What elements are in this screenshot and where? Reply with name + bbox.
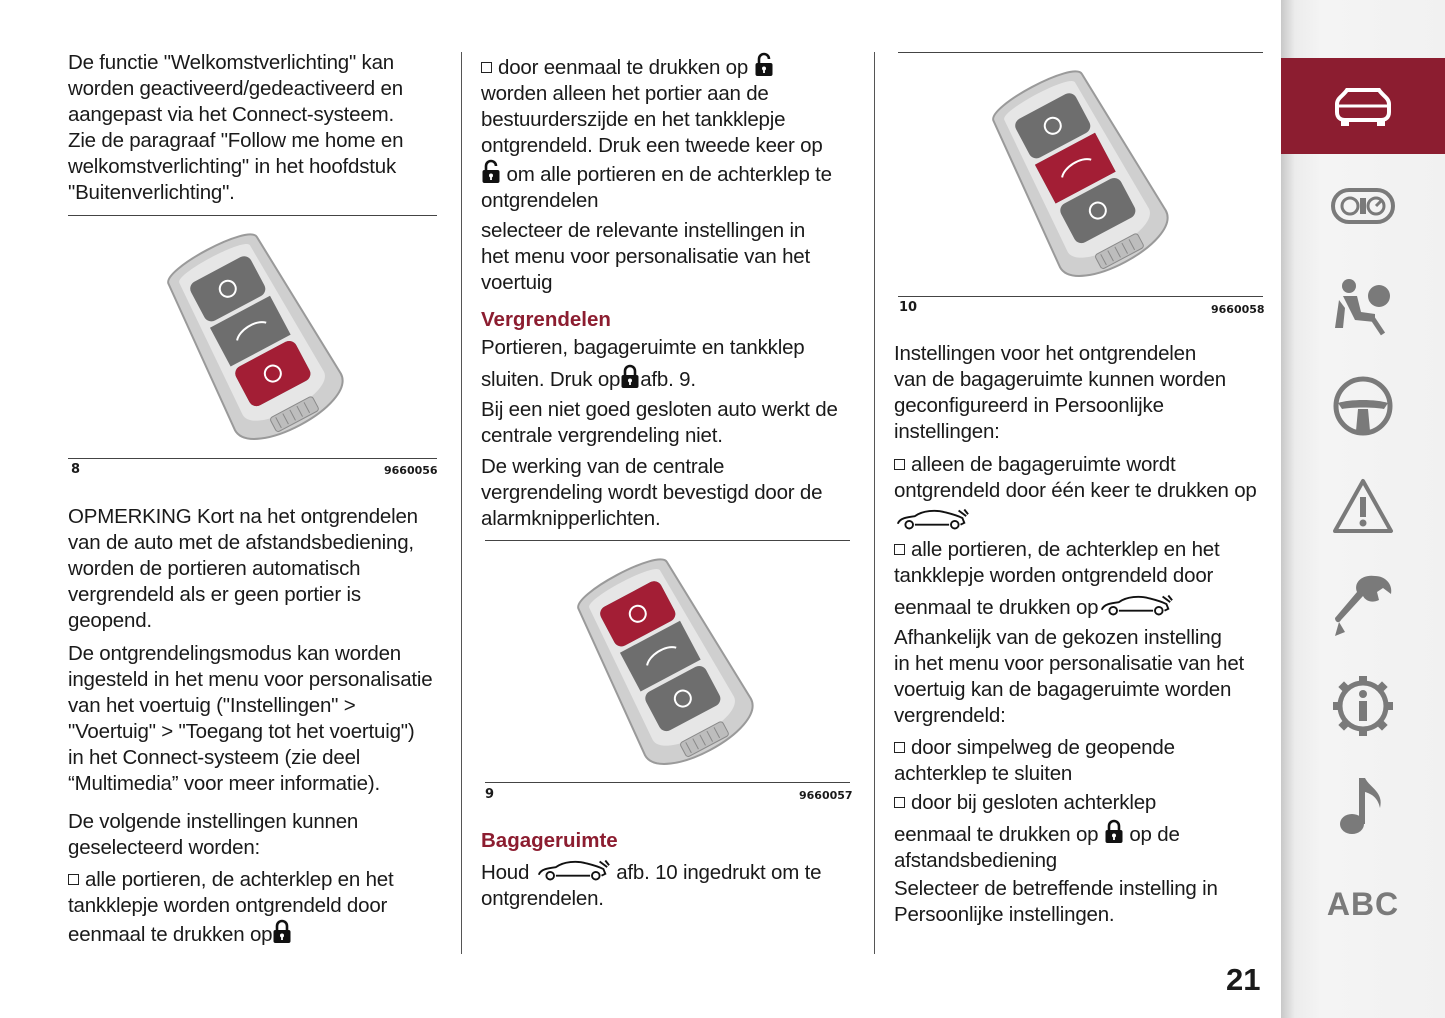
divider — [898, 52, 1263, 53]
text-line: worden geactiveerd/gedeactiveerd en — [68, 77, 403, 100]
text-line: afstandsbediening — [894, 849, 1058, 872]
checkbox-bullet-icon — [894, 742, 905, 753]
text-line: alleen de bagageruimte wordt — [911, 453, 1176, 476]
text-line: tankklepje worden ontgrendeld door — [68, 894, 388, 917]
steering-wheel-icon — [1332, 375, 1394, 437]
checkbox-bullet-icon — [68, 874, 79, 885]
select-setting-paragraph — [894, 876, 1218, 928]
text-line: door simpelweg de geopende — [911, 736, 1175, 759]
checkbox-bullet-icon — [894, 459, 905, 470]
text-line: van de bagageruimte kunnen worden — [894, 368, 1226, 391]
text-line: welkomstverlichting" in het hoofdstuk — [68, 155, 397, 178]
text-line: Selecteer de betreffende instelling in — [894, 877, 1218, 900]
figure-rule — [898, 296, 1263, 297]
text-line: Portieren, bagageruimte en tankklep — [481, 336, 805, 359]
text-line: ontgrendeld door één keer te drukken op — [894, 479, 1257, 502]
text-line: om alle portieren en de achterklep te — [506, 163, 832, 186]
trunk-icon — [1098, 592, 1174, 618]
text-line: in het menu voor personalisatie van het — [894, 652, 1245, 675]
text-line: alle portieren, de achterklep en het — [85, 868, 394, 891]
music-note-icon — [1336, 774, 1390, 838]
text-line: van het voertuig ("Instellingen" > — [68, 694, 356, 717]
figure-rule — [68, 458, 437, 459]
text-line: door bij gesloten achterklep — [911, 791, 1157, 814]
tab-safety[interactable] — [1281, 258, 1445, 354]
lock-dependent-paragraph — [894, 625, 1244, 729]
text-line: “Multimedia” voor meer informatie). — [68, 772, 380, 795]
text-line: voertuig — [481, 271, 553, 294]
tab-car[interactable] — [1281, 58, 1445, 154]
text-line: De ontgrendelingsmodus kan worden — [68, 642, 402, 665]
text-line: OPMERKING Kort na het ontgrendelen — [68, 505, 418, 528]
text-line: ontgrendelen — [481, 189, 599, 212]
warning-triangle-icon — [1331, 477, 1395, 535]
text-line: "Voertuig" > "Toegang tot het voertuig") — [68, 720, 415, 743]
text-line: achterklep te sluiten — [894, 762, 1073, 785]
text-line: door eenmaal te drukken op — [498, 56, 749, 79]
figure-code: 9660057 — [799, 789, 853, 802]
confirmation-paragraph — [481, 454, 822, 532]
text-line: geselecteerd worden: — [68, 836, 261, 859]
text-line: De werking van de centrale — [481, 455, 725, 478]
text-line: ontgrendelen. — [481, 887, 604, 910]
unlock-mode-paragraph — [68, 641, 432, 797]
settings-intro-paragraph — [68, 809, 358, 861]
text-line: geconfigureerd in Persoonlijke — [894, 394, 1164, 417]
figure-code: 9660056 — [384, 464, 438, 477]
trunk-icon — [535, 857, 611, 883]
text-line: in het Connect-systeem (zie deel — [68, 746, 361, 769]
text-line: instellingen: — [894, 420, 1000, 443]
lock-paragraph — [481, 335, 804, 393]
section-heading-lock: Vergrendelen — [481, 308, 611, 331]
text-line: vergrendeld als er geen portier is — [68, 583, 361, 606]
section-heading-luggage: Bagageruimte — [481, 829, 618, 852]
tab-technical-data[interactable] — [1281, 658, 1445, 754]
bullet-item — [894, 790, 1180, 874]
info-gear-icon — [1331, 674, 1395, 738]
tab-driving[interactable] — [1281, 358, 1445, 454]
text-line: centrale vergrendeling niet. — [481, 424, 723, 447]
airbag-seat-icon — [1331, 276, 1395, 336]
text-line: ontgrendeld. Druk een tweede keer op — [481, 134, 823, 157]
text-line: sluiten. Druk op — [481, 368, 621, 391]
text-line: Houd — [481, 861, 530, 884]
text-line: Bij een niet goed gesloten auto werkt de — [481, 398, 838, 421]
select-settings-paragraph — [481, 218, 810, 296]
text-line: eenmaal te drukken op — [68, 923, 273, 946]
abc-index-label: ABC — [1326, 885, 1400, 922]
text-line: alarmknipperlichten. — [481, 507, 661, 530]
welcome-light-paragraph — [68, 50, 403, 206]
tab-maintenance[interactable] — [1281, 558, 1445, 654]
text-line: De functie "Welkomstverlichting" kan — [68, 51, 394, 74]
figure-number: 10 — [899, 300, 918, 315]
lock-icon — [1104, 819, 1124, 845]
text-line: tankklepje worden ontgrendeld door — [894, 564, 1214, 587]
text-line: geopend. — [68, 609, 152, 632]
text-line: Zie de paragraaf "Follow me home en — [68, 129, 404, 152]
figure-9-key-fob — [540, 545, 790, 785]
text-line: eenmaal te drukken op — [894, 596, 1099, 619]
text-line: aangepast via het Connect-systeem. — [68, 103, 394, 126]
lock-icon — [620, 364, 640, 390]
wrench-icon — [1331, 572, 1395, 640]
figure-rule — [485, 782, 850, 783]
text-line: "Buitenverlichting". — [68, 181, 235, 204]
text-line: het menu voor personalisatie van het — [481, 245, 810, 268]
tab-warnings[interactable] — [1281, 458, 1445, 554]
central-locking-paragraph — [481, 397, 838, 449]
column-divider — [461, 52, 462, 954]
unlock-icon — [754, 52, 774, 78]
bullet-item — [894, 537, 1219, 621]
text-line: De volgende instellingen kunnen — [68, 810, 359, 833]
bullet-item — [481, 52, 832, 214]
trunk-icon — [894, 506, 970, 532]
figure-10-key-fob — [955, 57, 1205, 297]
divider — [485, 540, 850, 541]
unlock-icon — [481, 159, 501, 185]
divider — [68, 215, 437, 216]
bullet-item — [894, 452, 1257, 535]
checkbox-bullet-icon — [894, 544, 905, 555]
page-number: 21 — [1226, 962, 1261, 997]
text-line: ingesteld in het menu voor personalisatie — [68, 668, 433, 691]
figure-8-key-fob — [130, 220, 380, 460]
text-line: voertuig kan de bagageruimte worden — [894, 678, 1232, 701]
text-line: worden de portieren automatisch — [68, 557, 361, 580]
text-line: Persoonlijke instellingen. — [894, 903, 1115, 926]
note-paragraph — [68, 504, 418, 634]
tab-multimedia[interactable] — [1281, 758, 1445, 854]
text-line: worden alleen het portier aan de — [481, 82, 769, 105]
text-line: selecteer de relevante instellingen in — [481, 219, 806, 242]
text-line: vergrendeld: — [894, 704, 1006, 727]
text-line: alle portieren, de achterklep en het — [911, 538, 1220, 561]
dashboard-icon — [1330, 184, 1396, 228]
car-icon — [1331, 84, 1395, 128]
text-line: afb. 10 ingedrukt om te — [616, 861, 822, 884]
checkbox-bullet-icon — [894, 797, 905, 808]
luggage-paragraph — [481, 857, 821, 912]
lock-icon — [272, 919, 292, 945]
column-divider — [874, 52, 875, 954]
text-line: vergrendeling wordt bevestigd door de — [481, 481, 823, 504]
text-line: Instellingen voor het ontgrendelen — [894, 342, 1197, 365]
text-line: van de auto met de afstandsbediening, — [68, 531, 414, 554]
figure-number: 9 — [485, 787, 495, 802]
figure-code: 9660058 — [1211, 303, 1265, 316]
text-line: afb. 9. — [640, 368, 696, 391]
luggage-settings-paragraph — [894, 341, 1226, 445]
text-line: Afhankelijk van de gekozen instelling — [894, 626, 1222, 649]
tab-dashboard[interactable] — [1281, 158, 1445, 254]
text-line: op de — [1129, 823, 1180, 846]
bullet-item — [68, 867, 393, 948]
bullet-item — [894, 735, 1175, 787]
checkbox-bullet-icon — [481, 62, 492, 73]
text-line: eenmaal te drukken op — [894, 823, 1099, 846]
figure-number: 8 — [71, 462, 81, 477]
tab-index[interactable] — [1281, 856, 1445, 952]
text-line: bestuurderszijde en het tankklepje — [481, 108, 786, 131]
